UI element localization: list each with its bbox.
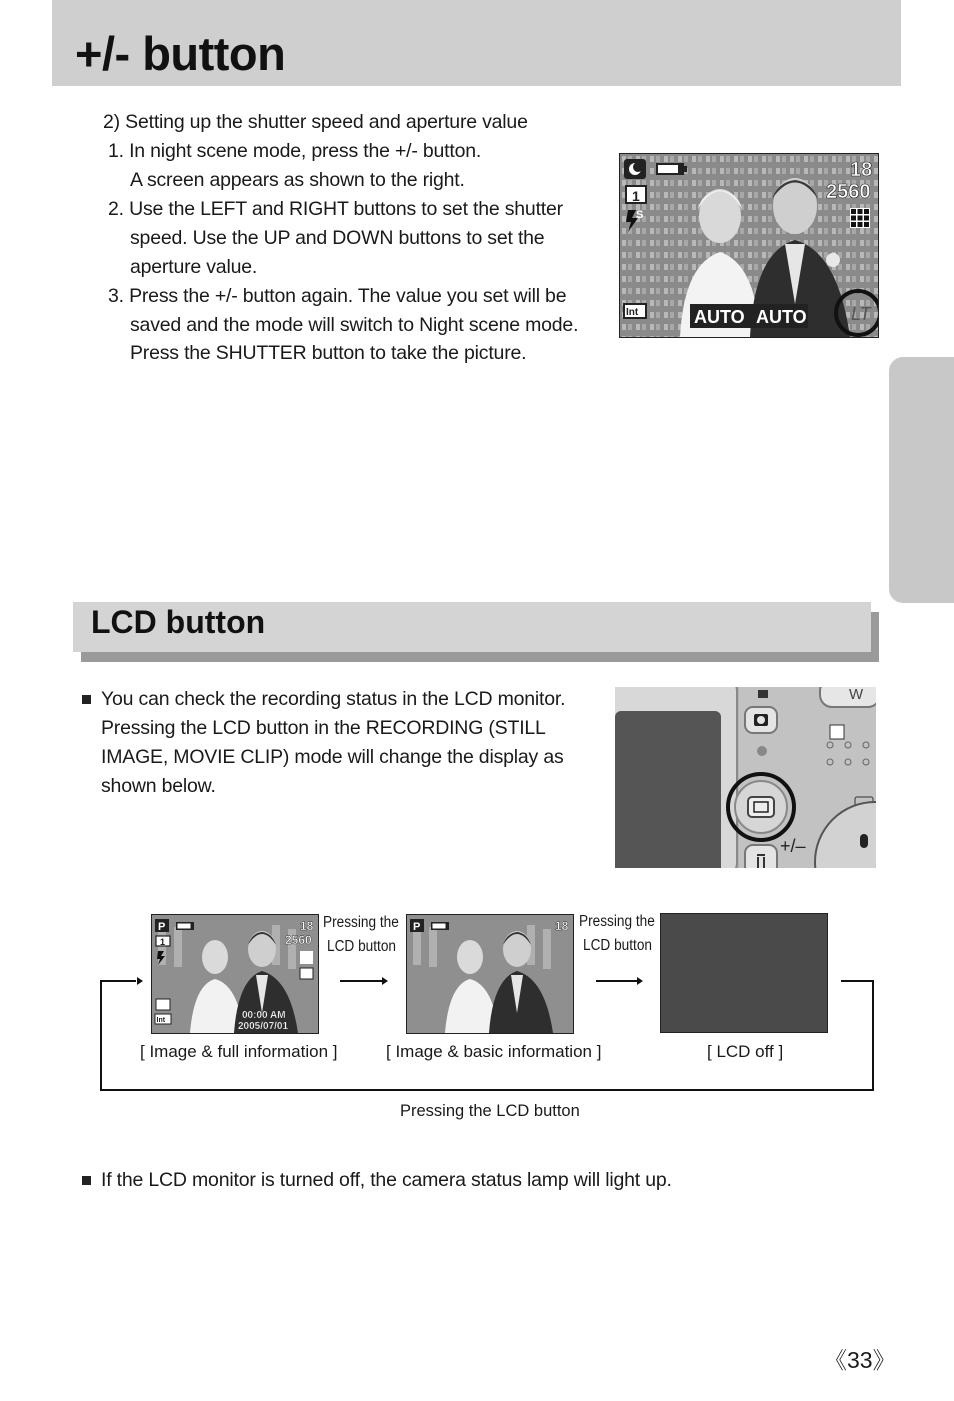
intro-line: shown below. (101, 775, 216, 797)
page-number: 《33》 (824, 1347, 896, 1373)
bullet-icon (82, 1176, 91, 1185)
lcd-heading: LCD button (91, 604, 266, 640)
intr-label: Int (156, 1017, 166, 1024)
instruction-line: 2. Use the LEFT and RIGHT buttons to set the shutter (108, 198, 563, 220)
shots-remaining: 18 (300, 919, 314, 933)
mode-badge: P (413, 921, 421, 933)
time-readout: 00:00 AM (242, 1010, 286, 1021)
lt-indicator: LT (851, 304, 871, 324)
caption-basic-info: [ Image & basic information ] (386, 1042, 602, 1061)
intro-line: Pressing the LCD button in the RECORDING (STILL (101, 717, 546, 739)
shots-remaining: 18 (850, 159, 873, 181)
instruction-line: 2) Setting up the shutter speed and aperture value (103, 111, 528, 133)
caption-lcd-off: [ LCD off ] (707, 1042, 784, 1061)
instruction-line: 1. In night scene mode, press the +/- button. (108, 140, 482, 162)
frame-indicator: 1 (632, 188, 640, 204)
instruction-line: 3. Press the +/- button again. The value you set will be (108, 285, 567, 307)
shutter-label: AUTO (694, 307, 745, 327)
press-label: Pressing the (323, 914, 399, 931)
press-label: LCD button (327, 938, 397, 955)
instruction-line: A screen appears as shown to the right. (130, 169, 465, 191)
instruction-line: Press the SHUTTER button to take the picture. (130, 342, 527, 364)
intro-line: You can check the recording status in the LCD monitor. (101, 688, 566, 710)
aperture-label: AUTO (756, 307, 807, 327)
press-label: LCD button (583, 937, 653, 954)
date-readout: 2005/07/01 (238, 1021, 289, 1032)
instruction-line: saved and the mode will switch to Night scene mode. (130, 314, 579, 336)
page-title: +/- button (75, 27, 286, 80)
press-label: Pressing the (579, 913, 655, 930)
loop-label: Pressing the LCD button (400, 1102, 580, 1120)
instruction-line: aperture value. (130, 256, 258, 278)
zoom-label: W (849, 687, 864, 703)
mode-badge: P (158, 921, 166, 933)
intro-line: IMAGE, MOVIE CLIP) mode will change the display as (101, 746, 564, 768)
frame-indicator: 1 (160, 937, 166, 947)
resolution: 2560 (826, 181, 871, 203)
resolution: 2560 (285, 933, 312, 947)
note-text: If the LCD monitor is turned off, the camera status lamp will light up. (101, 1169, 672, 1191)
plus-minus-label: +/– (780, 836, 806, 856)
flash-label: S (636, 209, 644, 221)
instruction-line: speed. Use the UP and DOWN buttons to set the (130, 227, 545, 249)
shots-remaining: 18 (555, 919, 569, 933)
return-loop-line (101, 981, 873, 1090)
caption-full-info: [ Image & full information ] (140, 1042, 338, 1061)
intr-label: Int (626, 307, 639, 318)
